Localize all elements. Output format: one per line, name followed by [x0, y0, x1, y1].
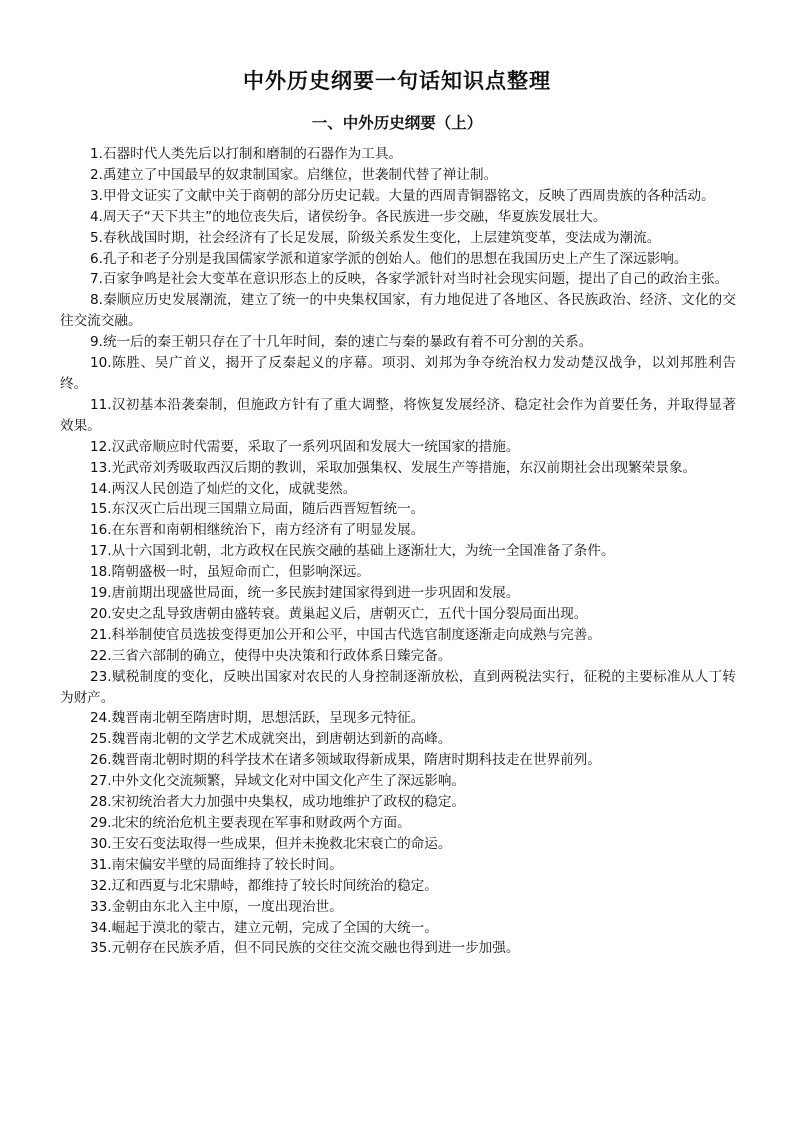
knowledge-point-item: 17.从十六国到北朝，北方政权在民族交融的基础上逐渐壮大，为统一全国准备了条件。 — [90, 543, 615, 560]
knowledge-point-item: 16.在东晋和南朝相继统治下，南方经济有了明显发展。 — [90, 522, 425, 539]
knowledge-point-item: 24.魏晋南北朝至隋唐时期，思想活跃，呈现多元特征。 — [90, 710, 425, 727]
knowledge-point-item: 28.宋初统治者大力加强中央集权，成功地维护了政权的稳定。 — [90, 794, 466, 811]
knowledge-point-list — [60, 144, 736, 959]
knowledge-point-item: 3.甲骨文证实了文献中关于商朝的部分历史记载。大量的西周青铜器铭文，反映了西周贵族的各种活动。 — [90, 187, 715, 204]
knowledge-point-item: 13.光武帝刘秀吸取西汉后期的教训，采取加强集权、发展生产等措施，东汉前期社会出现繁荣景象。 — [90, 459, 697, 476]
knowledge-point-item: 23.赋税制度的变化，反映出国家对农民的人身控制逐渐放松，直到两税法实行，征税的主要标准从人丁转为财产。 — [60, 668, 736, 706]
knowledge-point-item: 19.唐前期出现盛世局面，统一多民族封建国家得到进一步巩固和发展。 — [90, 585, 520, 602]
knowledge-point-item: 8.秦顺应历史发展潮流，建立了统一的中央集权国家，有力地促进了各地区、各民族政治、经济、文化的交往交流交融。 — [60, 292, 736, 330]
knowledge-point-item: 33.金朝由东北入主中原，一度出现治世。 — [90, 898, 343, 915]
knowledge-point-item: 22.三省六部制的确立，使得中央决策和行政体系日臻完备。 — [90, 647, 452, 664]
section-title: 一、中外历史纲要（上） — [311, 114, 483, 132]
knowledge-point-item: 4.周天子“天下共主”的地位丧失后，诸侯纷争。各民族进一步交融，华夏族发展壮大。 — [90, 208, 607, 225]
knowledge-point-item: 30.王安石变法取得一些成果，但并未挽救北宋衰亡的命运。 — [90, 835, 452, 852]
knowledge-point-item: 2.禹建立了中国最早的奴隶制国家。启继位，世袭制代替了禅让制。 — [90, 166, 498, 183]
knowledge-point-item: 29.北宋的统治危机主要表现在军事和财政两个方面。 — [90, 815, 411, 831]
knowledge-point-item: 31.南宋偏安半壁的局面维持了较长时间。 — [90, 856, 343, 873]
knowledge-point-item: 32.辽和西夏与北宋鼎峙，都维持了较长时间统治的稳定。 — [90, 877, 438, 894]
knowledge-point-item: 35.元朝存在民族矛盾，但不同民族的交往交流交融也得到进一步加强。 — [90, 940, 520, 957]
knowledge-point-item: 14.两汉人民创造了灿烂的文化，成就斐然。 — [90, 480, 357, 497]
knowledge-point-item: 6.孔子和老子分别是我国儒家学派和道家学派的创始人。他们的思想在我国历史上产生了深远影响。 — [90, 250, 688, 267]
knowledge-point-item: 21.科举制使官员选拔变得更加公开和公平，中国古代选官制度逐渐走向成熟与完善。 — [90, 626, 601, 643]
knowledge-point-item: 20.安史之乱导致唐朝由盛转衰。黄巢起义后，唐朝灭亡，五代十国分裂局面出现。 — [90, 605, 588, 622]
knowledge-point-item: 10.陈胜、吴广首义，揭开了反秦起义的序幕。项羽、刘邦为争夺统治权力发动楚汉战争，以刘邦胜利告终。 — [60, 355, 736, 392]
knowledge-point-item: 7.百家争鸣是社会大变革在意识形态上的反映，各家学派针对当时社会现实问题，提出了自己的政治主张。 — [90, 271, 729, 288]
knowledge-point-item: 18.隋朝盛极一时，虽短命而亡，但影响深远。 — [90, 564, 370, 581]
knowledge-point-item: 34.崛起于漠北的蒙古，建立元朝，完成了全国的大统一。 — [90, 919, 438, 936]
knowledge-point-item: 26.魏晋南北朝时期的科学技术在诸多领域取得新成果，隋唐时期科技走在世界前列。 — [90, 752, 601, 769]
knowledge-point-item: 11.汉初基本沿袭秦制，但施政方针有了重大调整，将恢复发展经济、稳定社会作为首要任务，并取得显著效果。 — [60, 396, 736, 434]
knowledge-point-item: 15.东汉灭亡后出现三国鼎立局面，随后西晋短暂统一。 — [90, 501, 425, 518]
knowledge-point-item: 1.石器时代人类先后以打制和磨制的石器作为工具。 — [90, 146, 403, 162]
knowledge-point-item: 25.魏晋南北朝的文学艺术成就突出，到唐朝达到新的高峰。 — [90, 731, 452, 748]
knowledge-point-item: 9.统一后的秦王朝只存在了十几年时间，秦的速亡与秦的暴政有着不可分割的关系。 — [90, 334, 593, 351]
knowledge-point-item: 27.中外文化交流频繁，异域文化对中国文化产生了深远影响。 — [90, 773, 466, 790]
document-title: 中外历史纲要一句话知识点整理 — [243, 69, 551, 93]
knowledge-point-item: 12.汉武帝顺应时代需要，采取了一系列巩固和发展大一统国家的措施。 — [90, 438, 520, 455]
knowledge-point-item: 5.春秋战国时期，社会经济有了长足发展，阶级关系发生变化，上层建筑变革，变法成为潮流。 — [90, 229, 661, 246]
